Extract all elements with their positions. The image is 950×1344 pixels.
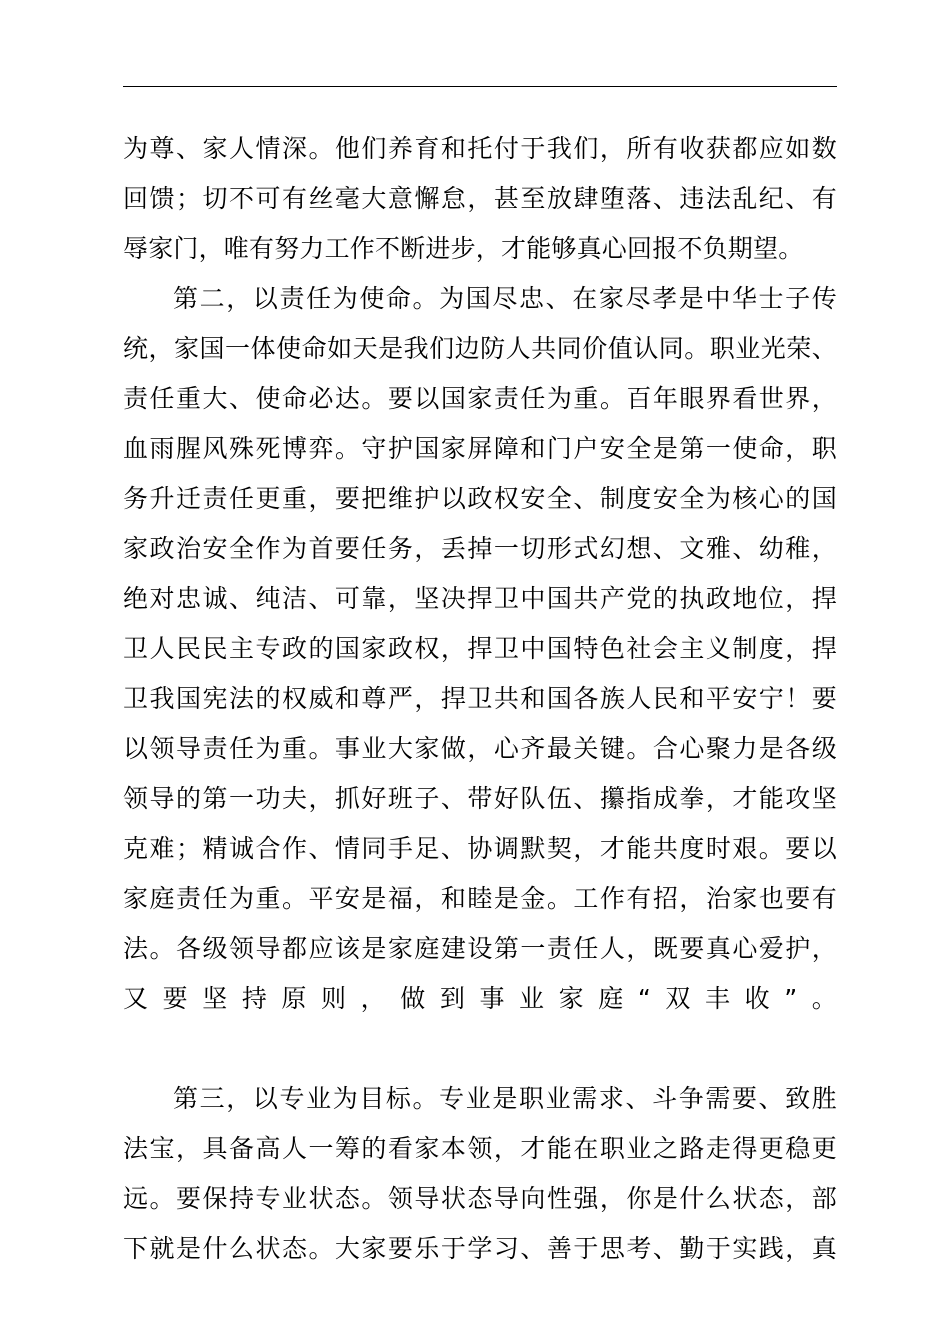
text-line: 血雨腥风殊死博弈。守护国家屏障和门户安全是第一使命，职: [123, 434, 837, 463]
text-line: 卫我国宪法的权威和尊严，捍卫共和国各族人民和平安宁！要: [123, 684, 837, 713]
text-line: 为尊、家人情深。他们养育和托付于我们，所有收获都应如数: [123, 134, 837, 163]
text-line: [123, 1024, 837, 1074]
text-line: 务升迁责任更重，要把维护以政权安全、制度安全为核心的国: [123, 484, 837, 513]
text-line: 回馈；切不可有丝毫大意懈怠，甚至放肆堕落、违法乱纪、有: [123, 184, 837, 213]
paragraph: [123, 1074, 837, 1274]
text-line: 卫人民民主专政的国家政权，捍卫中国特色社会主义制度，捍: [123, 634, 837, 663]
text-line: 克难；精诚合作、情同手足、协调默契，才能共度时艰。要以: [123, 834, 837, 863]
text-line: 第二，以责任为使命。为国尽忠、在家尽孝是中华士子传: [173, 284, 837, 313]
paragraph: [123, 274, 837, 1074]
text-line: 远。要保持专业状态。领导状态导向性强，你是什么状态，部: [123, 1184, 837, 1213]
text-line: 又要坚持原则，做到事业家庭“双丰收”。: [123, 984, 837, 1013]
header-rule: [123, 86, 837, 87]
text-line: 家政治安全作为首要任务，丢掉一切形式幻想、文雅、幼稚，: [123, 534, 837, 563]
paragraph: [123, 124, 837, 274]
text-line: 下就是什么状态。大家要乐于学习、善于思考、勤于实践，真: [123, 1234, 837, 1263]
text-line: 绝对忠诚、纯洁、可靠，坚决捍卫中国共产党的执政地位，捍: [123, 584, 837, 613]
text-line: 领导的第一功夫，抓好班子、带好队伍、攥指成拳，才能攻坚: [123, 784, 837, 813]
text-line: 辱家门，唯有努力工作不断进步，才能够真心回报不负期望。: [123, 234, 804, 263]
text-line: 责任重大、使命必达。要以国家责任为重。百年眼界看世界，: [123, 384, 837, 413]
text-line: 法宝，具备高人一筹的看家本领，才能在职业之路走得更稳更: [123, 1134, 837, 1163]
text-line: 第三，以专业为目标。专业是职业需求、斗争需要、致胜: [173, 1084, 837, 1113]
text-line: 以领导责任为重。事业大家做，心齐最关键。合心聚力是各级: [123, 734, 837, 763]
text-line: 家庭责任为重。平安是福，和睦是金。工作有招，治家也要有: [123, 884, 837, 913]
text-line: 法。各级领导都应该是家庭建设第一责任人，既要真心爱护，: [123, 934, 837, 963]
document-body: [123, 124, 837, 1274]
text-line: 统，家国一体使命如天是我们边防人共同价值认同。职业光荣、: [123, 334, 837, 363]
